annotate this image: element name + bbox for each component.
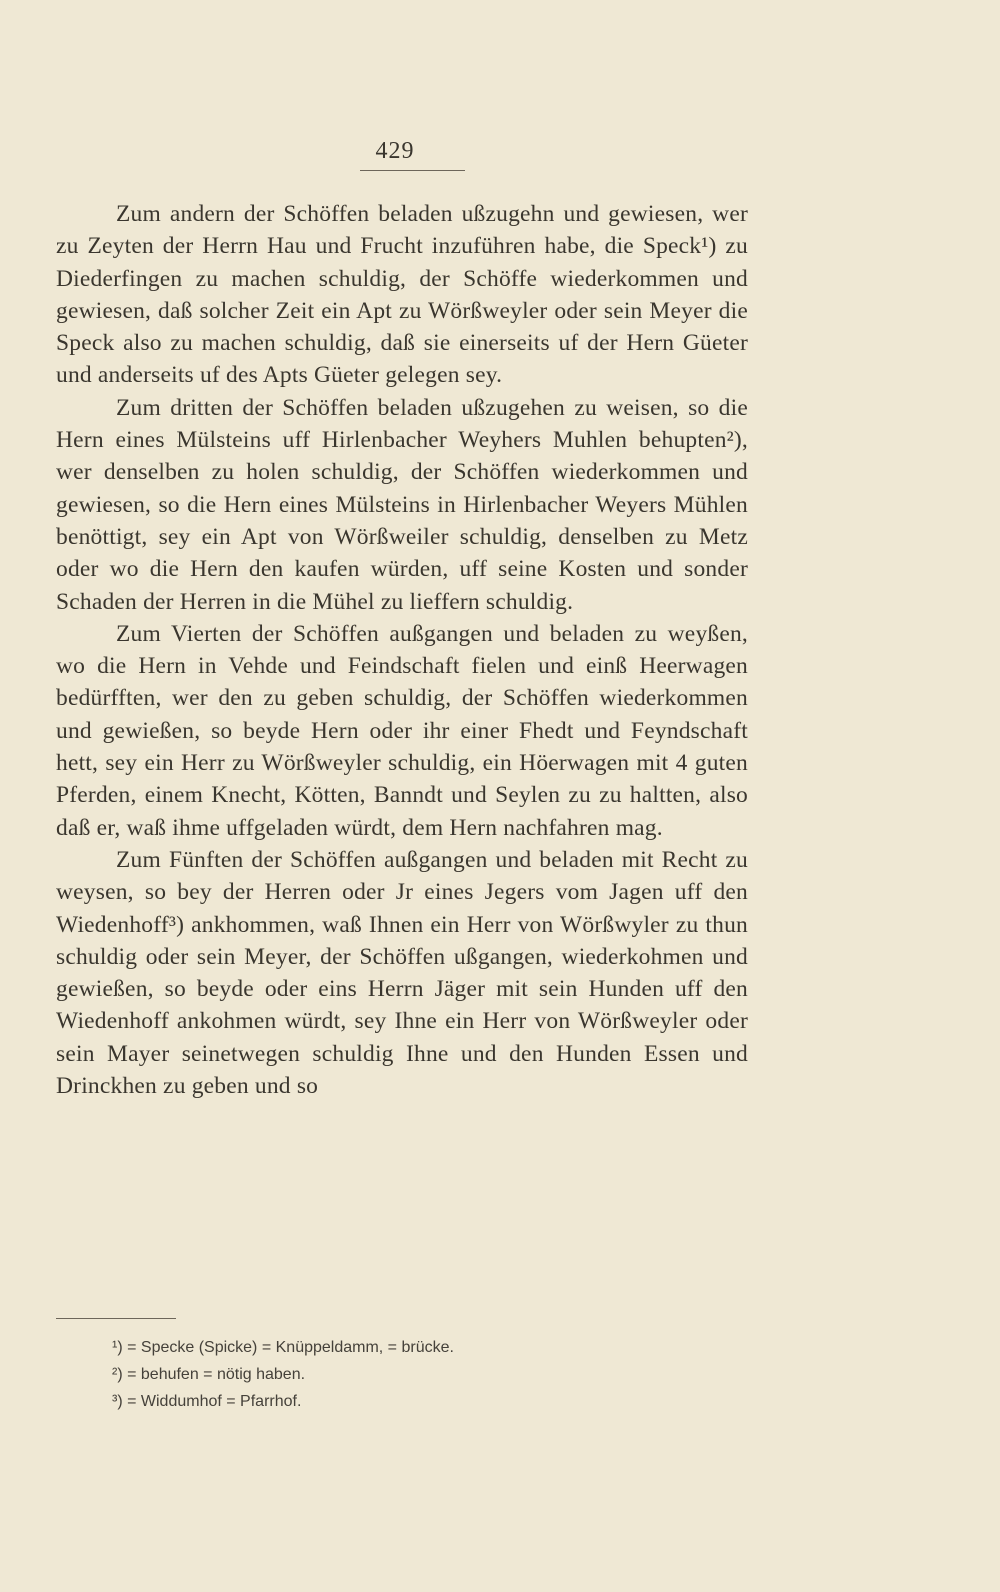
footnote-rule — [56, 1318, 176, 1319]
page-number: 429 — [375, 138, 415, 164]
paragraph-3: Zum Vierten der Schöffen außgangen und beladen zu weyßen, wo die Hern in Vehde und Feindschaft fielen und einß Heerwagen bedürfften, wer den zu geben schuldig, der Schöffen wiederkommen und gewießen, so beyde Hern oder ihr einer Fhedt und Feyndschaft hett, sey ein Herr zu Wörßweyler schuldig, ein Höerwagen mit 4 guten Pferden, einem Knecht, Kötten, Banndt und Seylen zu zu haltten, also daß er, waß ihme uffgeladen würdt, dem Hern nachfahren mag. — [56, 620, 748, 841]
footnote-3: ³) = Widdumhof = Pfarrhof. — [112, 1393, 302, 1410]
body-text — [56, 198, 748, 1102]
footnote-2: ²) = behufen = nötig haben. — [112, 1366, 306, 1383]
paragraph-2: Zum dritten der Schöffen beladen ußzugehen zu weisen, so die Hern eines Mülsteins uff Hirlenbacher Weyhers Muhlen behupten²), wer denselben zu holen schuldig, der Schöffen wiederkommen und gewiesen, so die Hern eines Mülsteins in Hirlenbacher Weyers Mühlen benöttigt, sey ein Apt von Wörßweiler schuldig, denselben zu Metz oder wo die Hern den kaufen würden, uff seine Kosten und sonder Schaden der Herren in die Mühel zu lieffern schuldig. — [56, 394, 748, 615]
paragraph-4: Zum Fünften der Schöffen außgangen und beladen mit Recht zu weysen, so bey der Herren oder Jr eines Jegers vom Jagen uff den Wiedenhoff³) ankhommen, waß Ihnen ein Herr von Wörßwyler zu thun schuldig oder sein Meyer, der Schöffen ußgangen, wiederkohmen und gewießen, so beyde oder eins Herrn Jäger mit sein Hunden uff den Wiedenhoff ankohmen würdt, sey Ihne ein Herr von Wörßweyler oder sein Mayer seinetwegen schuldig Ihne und den Hunden Essen und Drinckhen zu geben und so — [56, 846, 748, 1100]
footnote-1: ¹) = Specke (Spicke) = Knüppeldamm, = brücke. — [112, 1339, 454, 1356]
footnotes — [112, 1334, 732, 1415]
paragraph-1: Zum andern der Schöffen beladen ußzugehn und gewiesen, wer zu Zeyten der Herrn Hau und Frucht inzuführen habe, die Speck¹) zu Diederfingen zu machen schuldig, der Schöffe wiederkommen und gewiesen, daß solcher Zeit ein Apt zu Wörßweyler oder sein Meyer die Speck also zu machen schuldig, daß sie einerseits uf der Hern Güeter und anderseits uf des Apts Güeter gelegen sey. — [56, 201, 748, 389]
page-number-rule — [360, 170, 465, 171]
